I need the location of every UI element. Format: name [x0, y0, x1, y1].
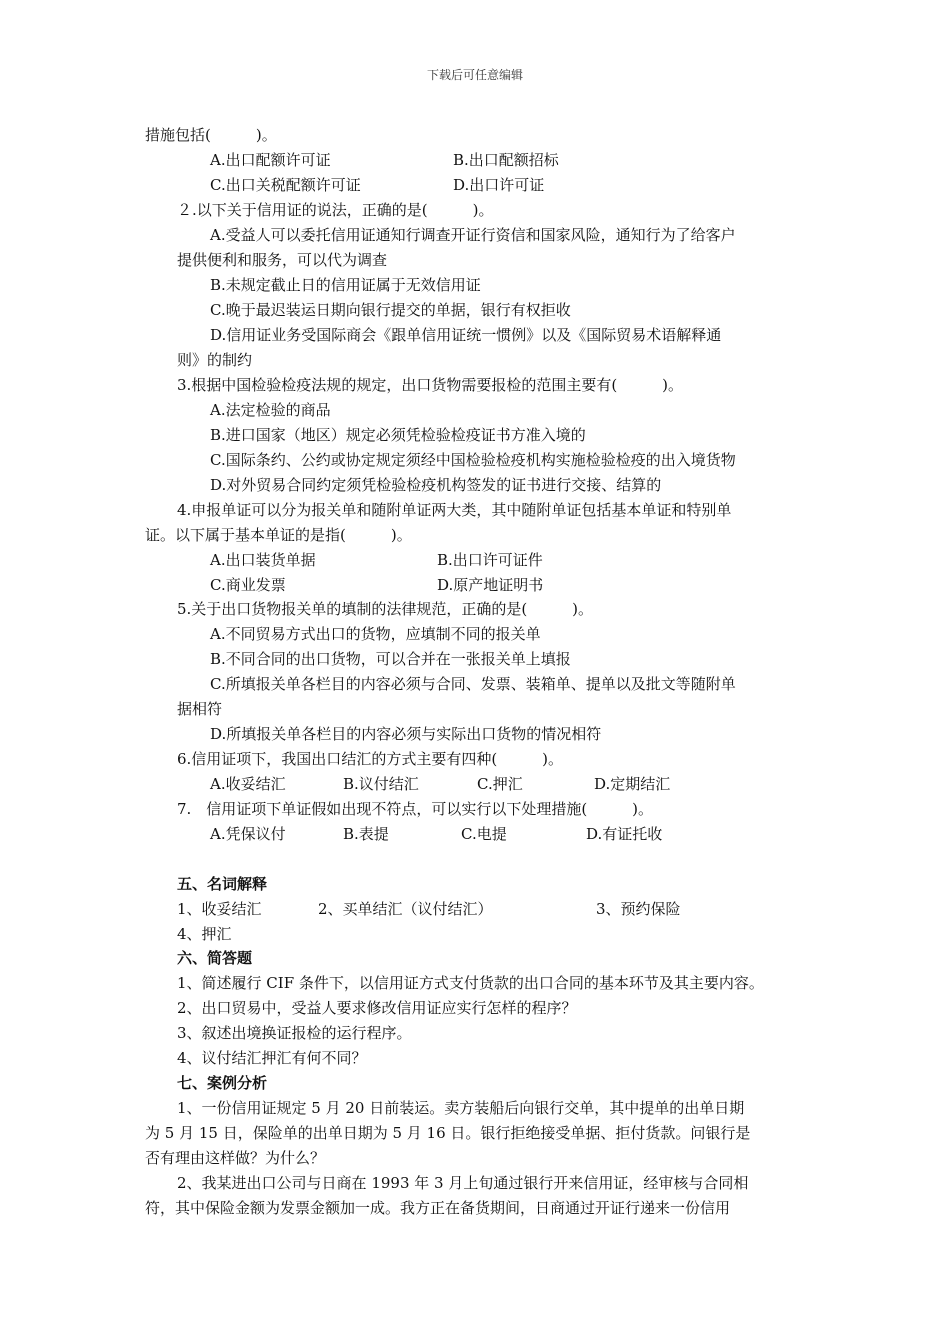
q1-option-b: B.出口配额招标 — [453, 151, 559, 169]
q6-option-a: A.收妥结汇 — [210, 775, 286, 793]
q5-option-d: D.所填报关单各栏目的内容必须与实际出口货物的情况相符 — [210, 725, 602, 743]
q1-option-c: C.出口关税配额许可证 — [210, 176, 361, 194]
q4-option-d: D.原产地证明书 — [437, 576, 544, 594]
case-2-line-2: 符，其中保险金额为发票金额加一成。我方正在备货期间，日商通过开证行递来一份信用 — [145, 1199, 731, 1217]
case-1-line-3: 否有理由这样做？为什么？ — [145, 1149, 326, 1167]
q5-stem: 5.关于出口货物报关单的填制的法律规范，正确的是( )。 — [177, 600, 594, 618]
q2-option-a: A.受益人可以委托信用证通知行调查开证行资信和国家风险，通知行为了给客户 — [210, 226, 736, 244]
section6-title: 六、简答题 — [177, 949, 253, 967]
term-3: 3、预约保险 — [596, 900, 681, 918]
case-1-line-1: 1、一份信用证规定 5 月 20 日前装运。卖方装船后向银行交单，其中提单的出单日期 — [177, 1099, 745, 1117]
q2-option-b: B.未规定截止日的信用证属于无效信用证 — [210, 276, 481, 294]
q2-stem: ２.以下关于信用证的说法，正确的是( )。 — [177, 201, 494, 219]
q3-stem: 3.根据中国检验检疫法规的规定，出口货物需要报检的范围主要有( )。 — [177, 376, 684, 394]
q6-option-c: C.押汇 — [477, 775, 523, 793]
q7-option-a: A.凭保议付 — [210, 825, 286, 843]
q1-option-a: A.出口配额许可证 — [210, 151, 331, 169]
q6-stem: 6.信用证项下，我国出口结汇的方式主要有四种( )。 — [177, 750, 564, 768]
section5-title: 五、名词解释 — [177, 875, 268, 893]
q4-stem: 4.申报单证可以分为报关单和随附单证两大类，其中随附单证包括基本单证和特别单 — [177, 501, 732, 519]
q7-stem: 7. 信用证项下单证假如出现不符点，可以实行以下处理措施( )。 — [177, 800, 654, 818]
q4-option-a: A.出口装货单据 — [210, 551, 316, 569]
q3-option-a: A.法定检验的商品 — [210, 401, 331, 419]
term-1: 1、收妥结汇 — [177, 900, 262, 918]
q4-option-c: C.商业发票 — [210, 576, 286, 594]
short-answer-1: 1、简述履行 CIF 条件下，以信用证方式支付货款的出口合同的基本环节及其主要内容。 — [177, 974, 764, 992]
term-2: 2、买单结汇（议付结汇） — [318, 900, 493, 918]
q3-option-b: B.进口国家（地区）规定必须凭检验检疫证书方准入境的 — [210, 426, 586, 444]
case-1-line-2: 为 5 月 15 日，保险单的出单日期为 5 月 16 日。银行拒绝接受单据、拒付货款。问银行是 — [145, 1124, 751, 1142]
q5-option-c-cont: 据相符 — [177, 700, 223, 718]
q2-option-d-cont: 则》的制约 — [177, 351, 253, 369]
q2-option-c: C.晚于最迟装运日期向银行提交的单据，银行有权拒收 — [210, 301, 571, 319]
short-answer-3: 3、叙述出境换证报检的运行程序。 — [177, 1024, 412, 1042]
q4-stem-cont: 证。以下属于基本单证的是指( )。 — [145, 526, 412, 544]
q5-option-c: C.所填报关单各栏目的内容必须与合同、发票、装箱单、提单以及批文等随附单 — [210, 675, 736, 693]
q6-option-b: B.议付结汇 — [343, 775, 419, 793]
q7-option-b: B.表提 — [343, 825, 389, 843]
term-4: 4、押汇 — [177, 925, 232, 943]
short-answer-2: 2、出口贸易中，受益人要求修改信用证应实行怎样的程序？ — [177, 999, 577, 1017]
q1-option-d: D.出口许可证 — [453, 176, 545, 194]
q7-option-c: C.电提 — [461, 825, 507, 843]
case-2-line-1: 2、我某进出口公司与日商在 1993 年 3 月上旬通过银行开来信用证，经审核与合同相 — [177, 1174, 749, 1192]
q4-option-b: B.出口许可证件 — [437, 551, 543, 569]
q2-option-d: D.信用证业务受国际商会《跟单信用证统一惯例》以及《国际贸易术语解释通 — [210, 326, 722, 344]
q3-option-d: D.对外贸易合同约定须凭检验检疫机构签发的证书进行交接、结算的 — [210, 476, 662, 494]
short-answer-4: 4、议付结汇押汇有何不同？ — [177, 1049, 367, 1067]
q7-option-d: D.有证托收 — [586, 825, 663, 843]
section7-title: 七、案例分析 — [177, 1074, 268, 1092]
q3-option-c: C.国际条约、公约或协定规定须经中国检验检疫机构实施检验检疫的出入境货物 — [210, 451, 736, 469]
page-header: 下载后可任意编辑 — [426, 68, 523, 82]
q2-option-a-cont: 提供便利和服务，可以代为调查 — [177, 251, 388, 269]
q1-tail: 措施包括( )。 — [145, 126, 277, 144]
q5-option-b: B.不同合同的出口货物，可以合并在一张报关单上填报 — [210, 650, 571, 668]
q6-option-d: D.定期结汇 — [594, 775, 671, 793]
q5-option-a: A.不同贸易方式出口的货物，应填制不同的报关单 — [210, 625, 541, 643]
